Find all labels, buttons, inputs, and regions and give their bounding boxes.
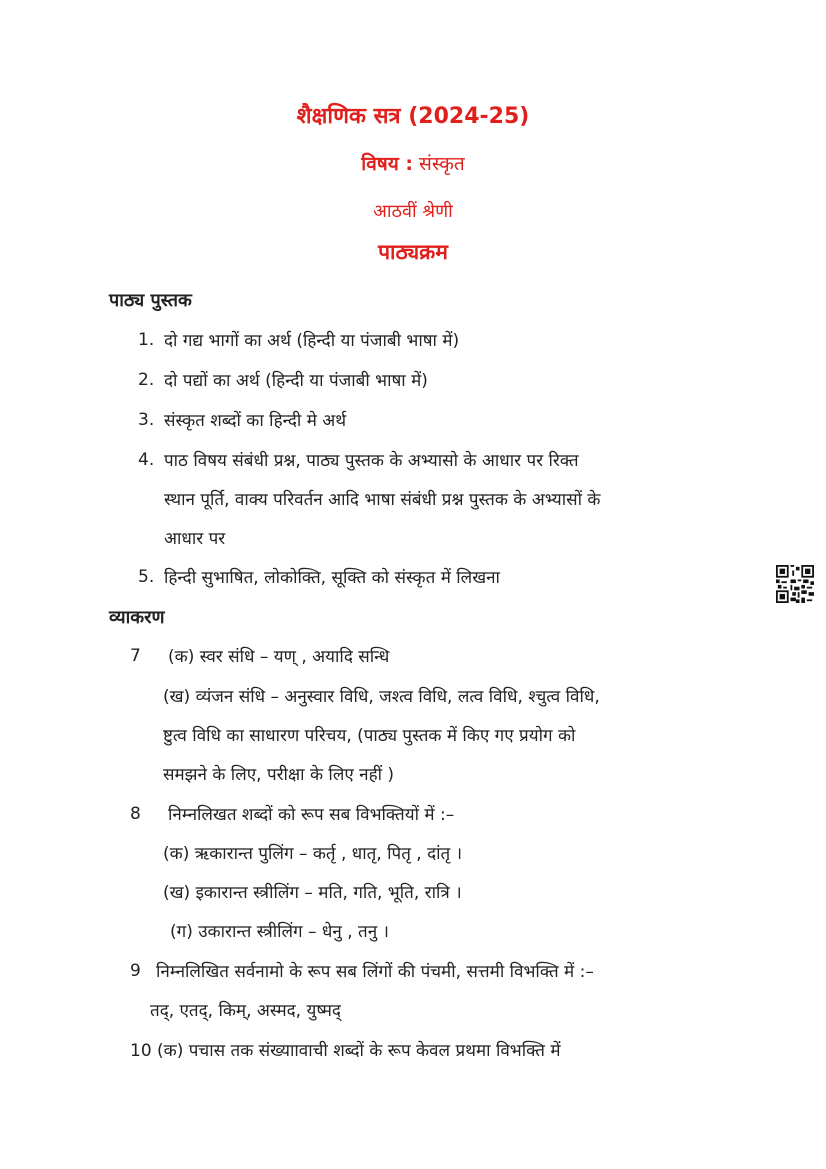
list-item-number: 8 [130,804,141,824]
list-item: 10 (क) पचास तक संख्याावाची शब्दों के रूप केवल प्रथमा विभक्ति में [130,1041,561,1061]
list-item: निम्नलिखत शब्दों को रूप सब विभक्तियों में :– [168,805,455,825]
list-item-continuation: ष्टुत्व विधि का साधारण परिचय, (पाठ्य पुस्तक में किए गए प्रयोग को [163,726,576,746]
qr-code-icon [776,565,814,603]
list-item-number: 7 [130,646,141,666]
subject-line [0,150,826,176]
list-item-number: 1. [138,330,155,350]
list-item-number: 9 [130,961,141,981]
list-item-number: 4. [138,450,155,470]
document-title: शैक्षणिक सत्र (2024-25) [296,104,530,129]
grade: आठवीं श्रेणी [373,201,453,222]
list-item-continuation: स्थान पूर्ति, वाक्य परिवर्तन आदि भाषा संबंधी प्रश्न पुस्तक के अभ्यासों के [164,490,601,510]
list-item: हिन्दी सुभाषित, लोकोक्ति, सूक्ति को संस्कृत में लिखना [164,568,500,588]
list-item: दो गद्य भागों का अर्थ (हिन्दी या पंजाबी भाषा में) [164,331,460,351]
list-item-sub: (ख) व्यंजन संधि – अनुस्वार विधि, जश्त्व विधि, लत्व विधि, श्चुत्व विधि, [163,687,600,707]
subject-value: संस्कृत [419,153,465,175]
list-item-sub: (ग) उकारान्त स्त्रीलिंग – धेनु , तनु । [170,922,389,942]
list-item: निम्नलिखित सर्वनामो के रूप सब लिंगों की पंचमी, सत्तमी विभक्ति में :– [156,962,594,982]
list-item: संस्कृत शब्दों का हिन्दी मे अर्थ [164,411,347,431]
list-item-number: 2. [138,370,155,390]
list-item-sub: (ख) इकारान्त स्त्रीलिंग – मति, गति, भूति, रात्रि । [163,883,462,903]
list-item-continuation: आधार पर [164,529,226,549]
list-item-number: 5. [138,567,155,587]
subject-label: विषय : [361,153,413,175]
list-item-sub: (क) ऋकारान्त पुलिंग – कर्तृ , धातृ, पितृ , दांतृ । [163,844,463,864]
grammar-heading: व्याकरण [109,607,165,628]
list-item: दो पद्यों का अर्थ (हिन्दी या पंजाबी भाषा में) [164,371,428,391]
list-item-continuation: तद्, एतद्, किम्, अस्मद, युष्मद् [150,1001,341,1021]
list-item-continuation: समझने के लिए, परीक्षा के लिए नहीं ) [163,765,395,785]
syllabus-heading: पाठ्यक्रम [378,240,448,264]
textbook-heading: पाठ्य पुस्तक [109,290,192,311]
list-item: (क) स्वर संधि – यण् , अयादि सन्धि [168,647,390,667]
list-item: पाठ विषय संबंधी प्रश्न, पाठ्य पुस्तक के अभ्यासो के आधार पर रिक्त [164,451,579,471]
list-item-number: 3. [138,410,155,430]
